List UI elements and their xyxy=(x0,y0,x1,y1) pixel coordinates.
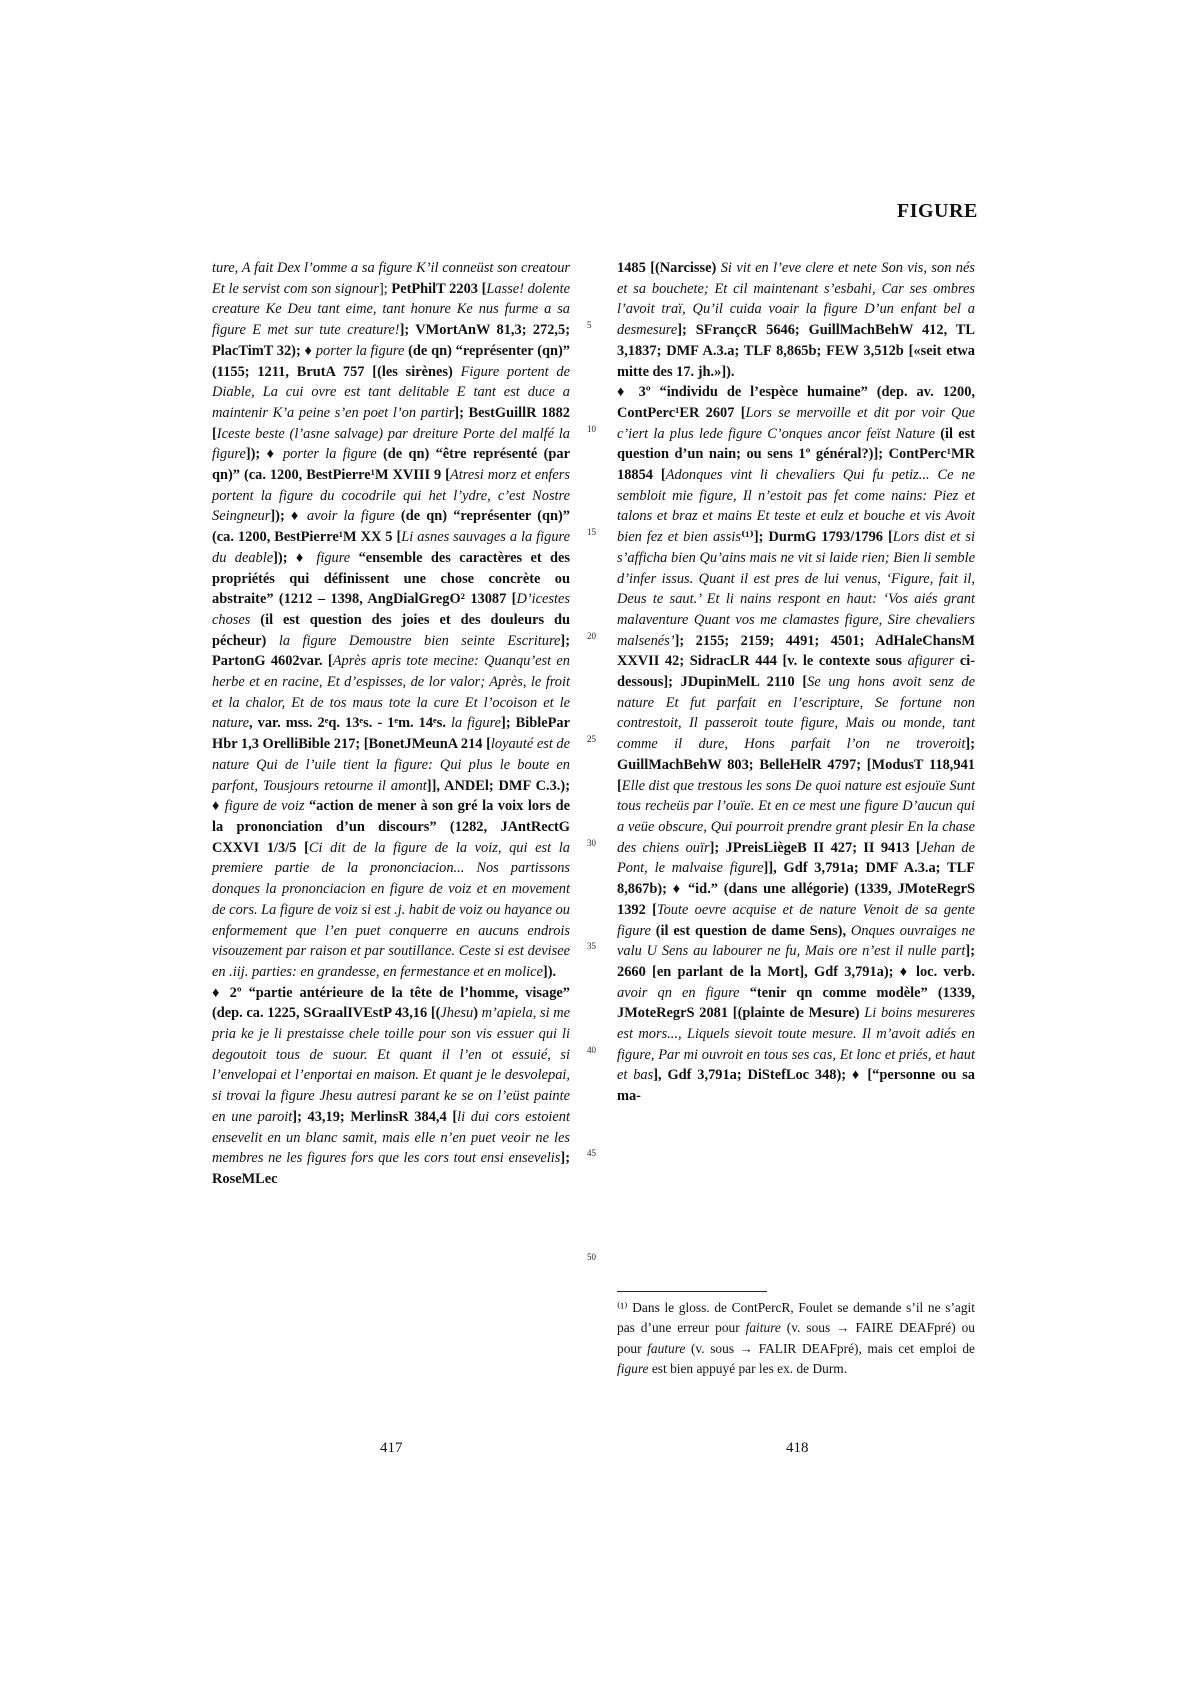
italic-text: Li boins mesureres est mors..., Liquels sievoit toute mesure. Il m’avoit adiés en figure, Par mi ouvroit en tous ses cas, Et lonc et priés, et haut et bas xyxy=(617,1005,975,1084)
italic-text: Si vit en l’eve clere et nete Son vis, son nés et sa bouchete; Et cil maintenant s’esbahi, Car ses ombres l’avoit traï, Qu’il cuida voair la figure D’un enfant bel a desmesure xyxy=(617,260,975,339)
italic-text: faiture xyxy=(745,1320,781,1336)
plain-text: (v. sous → FAIRE DEAFpré) ou pour xyxy=(617,1320,975,1356)
bold-text: ]], ANDEl; DMF C.3.); xyxy=(426,777,570,794)
bold-text: ) xyxy=(473,1005,482,1022)
italic-text: Toute oevre acquise et de nature Venoit de sa gente figure xyxy=(617,901,976,939)
italic-text: Li asnes sauvages a la figure du deable xyxy=(212,529,570,566)
bold-text: ]; BestGuillR 1882 [ xyxy=(212,404,570,442)
bold-text: PetPhilT 2203 [ xyxy=(391,280,487,297)
italic-text: Iceste beste (l’asne salvage) par dreiture Porte del malfé la figure xyxy=(212,425,570,463)
italic-text: Lors dist et si s’afficha bien Qu’ains mais ne vit si laide rien; Bien li semble d’infer issus. Quant il est pres de lui venus, ‘Figure, fait il, Deus te saut.’ Et li nains respont en haut: ‘Vos aiés grant malaventure Quant vos me clamastes figure, Sire chevaliers malsenés’ xyxy=(617,529,976,649)
italic-text: Après apris tote mecine: Quanqu’est en herbe et en racine, Et d’espisses, de lor valor; Après, le froit et la chalor, Et de tos maus tote la cure Et l’ocoison et le nature xyxy=(212,653,570,732)
bold-text: 1485 [(Narcisse) xyxy=(617,260,721,276)
italic-text: figure xyxy=(316,549,351,566)
bold-text: ♦ 3º “individu de l’espèce humaine” (dep. av. 1200, ContPerc¹ER 2607 [ xyxy=(617,384,975,421)
bold-text: ]; JPreisLiègeB II 427; II 9413 [ xyxy=(709,839,921,856)
italic-text: Elle dist que trestous les sons De quoi nature est esjouïe Sunt tous recheüs par l’ouïe. Et en ce mest une figure D’aucun qui a veüe obscure, Qui pourroit prendre grant plesir En la chase des chiens ouïr xyxy=(617,777,975,856)
italic-text: ture, A fait Dex l’omme a sa figure K’il conneüst son creatour Et le servist com son signour xyxy=(212,260,570,297)
right-column xyxy=(617,258,975,1107)
plain-text: ♦ xyxy=(290,508,307,525)
italic-text: Lors se mervoille et dit por voir Que c’iert la plus lede figure C’onques ancor feïst Nature xyxy=(617,404,975,442)
line-number: 50 xyxy=(587,1252,596,1262)
italic-text: Adonques vint li chevaliers Qui fu petiz... Ce ne sembloit mie figure, Il n’estoit pas fet come nains: Piez et talons et braz et mains Et teste et eulz et bouche et vis Avoit bien fez et bien assis xyxy=(617,467,975,546)
line-number: 45 xyxy=(587,1148,596,1158)
bold-text: ], Gdf 3,791a; DiStefLoc 348); ♦ [“personne ou sa ma- xyxy=(617,1067,975,1105)
bold-text: “action de mener à son gré la voix lors de la prononciation d’un discours” (1282, JAntRectG CXXVI 1/3/5 [ xyxy=(212,798,570,856)
line-number: 40 xyxy=(587,1045,596,1055)
bold-text: ]); xyxy=(245,446,267,463)
italic-text: afigurer xyxy=(907,653,955,670)
italic-text: D’icestes choses xyxy=(212,591,570,628)
bold-text: ]); xyxy=(270,508,291,525)
bold-text: ]). xyxy=(542,963,557,980)
line-number: 5 xyxy=(587,320,592,330)
bold-text: “tenir qn comme modèle” (1339, JMoteRegrS 2081 [(plainte de Mesure) xyxy=(617,984,975,1022)
page-number-right: 418 xyxy=(786,1440,809,1456)
bold-text: (de qn) “être représenté (par qn)” (ca. 1200, BestPierre¹M XVIII 9 [ xyxy=(212,446,570,484)
italic-text: Atresi morz et enfers portent la figure du cocodrile qui het l’ydre, c’est Nostre Seingneur xyxy=(212,467,570,525)
line-number: 25 xyxy=(587,734,596,744)
italic-text: Onques ouvraiges ne valu U Sens au labourer ne fu, Mais ore n’est il nulle part xyxy=(617,922,975,960)
bold-text: ]; PartonG 4602var. [ xyxy=(212,632,570,670)
line-number: 20 xyxy=(587,631,596,641)
italic-text: la figure xyxy=(450,715,502,732)
bold-text: ♦ 2º “partie antérieure de la tête de l’homme, visage” (dep. ca. 1225, SGraalIVEstP 43,16 [( xyxy=(212,984,570,1022)
bold-text: (il est question de dame Sens), xyxy=(650,922,851,939)
bold-text: ]; RoseMLec xyxy=(212,1150,570,1187)
bold-text: ]; SFrançcR 5646; GuillMachBehW 412, TL 3,1837; DMF A.3.a; TLF 8,865b; FEW 3,512b [«seit etwa mitte des 17. jh.»]). xyxy=(617,322,975,380)
italic-text: Figure portent de Diable, La cui ovre est tant delitable E tant est duce a maintenir K’a peine s’en poet l’on partir xyxy=(212,363,570,421)
left-column xyxy=(212,258,570,1190)
italic-text: porter la figure xyxy=(282,446,377,463)
italic-text: li dui cors estoient ensevelit en un blanc samit, mais elle n’en puet veoir ne les membres ne les figures fors que les cors tout ensi ensevelis xyxy=(212,1108,570,1167)
plain-text: ♦ xyxy=(295,549,317,566)
bold-text: ]; VMortAnW 81,3; 272,5; PlacTimT 32); xyxy=(212,322,570,359)
italic-text: Lasse! dolente creature Ke Deu tant eime, tant honure Ke nus furme a sa figure E met sur tute creature! xyxy=(212,280,570,339)
plain-text: ♦ xyxy=(266,446,283,463)
bold-text: (il est question des joies et des douleurs du pécheur) xyxy=(212,611,570,649)
bold-text: ci-dessous]; JDupinMelL 2110 [ xyxy=(617,653,976,691)
line-number: 30 xyxy=(587,838,596,848)
bold-text: ]; GuillMachBehW 803; BelleHelR 4797; [ModusT 118,941 [ xyxy=(617,736,975,794)
plain-text: est bien appuyé par les ex. de Durm. xyxy=(648,1360,848,1376)
bold-text: ⁽¹⁾]; DurmG 1793/1796 [ xyxy=(740,529,893,546)
footnote-rule xyxy=(617,1291,767,1292)
bold-text: “ensemble des caractères et des propriétés qui définissent une chose concrète ou abstraite” (1212 – 1398, AngDialGregO² 13087 [ xyxy=(212,549,570,608)
plain-text: ]; xyxy=(378,280,392,297)
italic-text: m’apiela, si me pria ke je li prestaisse chele toille pour son vis essuer qui li degoutoit tous de suour. Et quant il l’en ot essuié, si l’envelopai et l’enportai en maison. Et quant je le desvolepai, si trovai la figure Jhesu autresi parant ke se on l’eüst painte en une paroit xyxy=(212,1005,571,1125)
bold-text: ]; 43,19; MerlinsR 384,4 [ xyxy=(292,1108,458,1125)
line-number: 15 xyxy=(587,527,596,537)
italic-text: Jhesu xyxy=(440,1005,474,1022)
italic-text: Ci dit de la figure de la voiz, qui est la premiere partie de la prononciacion... Nos partissons donques la prononciacion en figure de voiz et en movement de cors. La figure de voiz si est .j. habit de voiz ou hayance ou enformement que l’en puet conquerre en aucuns endrois visouzement par raison et par soutillance. Ceste si est devisee en .iij. parties: en grandesse, en fermestance et en molice xyxy=(212,839,570,980)
bold-text: ]); xyxy=(273,549,296,566)
italic-text: Jehan de Pont, le malvaise figure xyxy=(617,839,975,877)
plain-text: ♦ xyxy=(304,342,316,359)
plain-text: ⁽¹⁾ Dans le gloss. de ContPercR, Foulet se demande s’il ne s’agit pas d’une erreur pour xyxy=(617,1300,975,1336)
page-headword: FIGURE xyxy=(897,200,978,222)
bold-text: ]; 2660 [en parlant de la Mort], Gdf 3,791a); ♦ loc. verb. xyxy=(617,943,975,980)
italic-text: la figure Demoustre bien seinte Escriture xyxy=(278,632,561,649)
footnote xyxy=(617,1298,975,1379)
italic-text: porter la figure xyxy=(315,342,405,359)
bold-text: ]; BiblePar Hbr 1,3 OrelliBible 217; [BonetJMeunA 214 [ xyxy=(212,715,570,753)
italic-text: figure de voiz xyxy=(224,798,305,815)
line-number: 35 xyxy=(587,941,596,951)
italic-text: avoir la figure xyxy=(307,508,395,525)
bold-text: ]; 2155; 2159; 4491; 4501; AdHaleChansM XXVII 42; SidracLR 444 [v. le contexte sous xyxy=(617,632,975,670)
bold-text: , var. mss. 2ᵉq. 13ᵉs. - 1ᵉm. 14ᵉs. xyxy=(249,715,451,732)
bold-text: ]], Gdf 3,791a; DMF A.3.a; TLF 8,867b); ♦ “id.” (dans une allégorie) (1339, JMoteRegrS 1392 [ xyxy=(617,860,975,918)
bold-text: (il est question d’un nain; ou sens 1º général?)]; ContPerc¹MR 18854 [ xyxy=(617,425,976,484)
italic-text: figure xyxy=(617,1360,649,1376)
plain-text: (v. sous → FALIR DEAFpré), mais cet emploi de xyxy=(685,1340,975,1356)
page-number-left: 417 xyxy=(380,1440,403,1456)
line-number: 10 xyxy=(587,424,596,434)
bold-text: (de qn) “représenter (qn)” (1155; 1211, BrutA 757 [(les sirènes) xyxy=(212,342,570,380)
italic-text: loyauté est de nature Qui de l’uile tient la figure: Qui plus le boute en parfont, Tousjours retourne il amont xyxy=(212,736,571,794)
plain-text: ♦ xyxy=(212,798,225,815)
italic-text: Se ung hons avoit senz de nature Et fut parfait en l’escripture, Se fortune non contrestoit, Il passeroit toute figure, Mais ou monde, tant comme il dure, Hons parfait l’on ne troveroit xyxy=(617,674,975,753)
bold-text: (de qn) “représenter (qn)” (ca. 1200, BestPierre¹M XX 5 [ xyxy=(212,508,570,546)
italic-text: avoir qn en figure xyxy=(617,984,740,1001)
italic-text: fauture xyxy=(647,1340,686,1356)
